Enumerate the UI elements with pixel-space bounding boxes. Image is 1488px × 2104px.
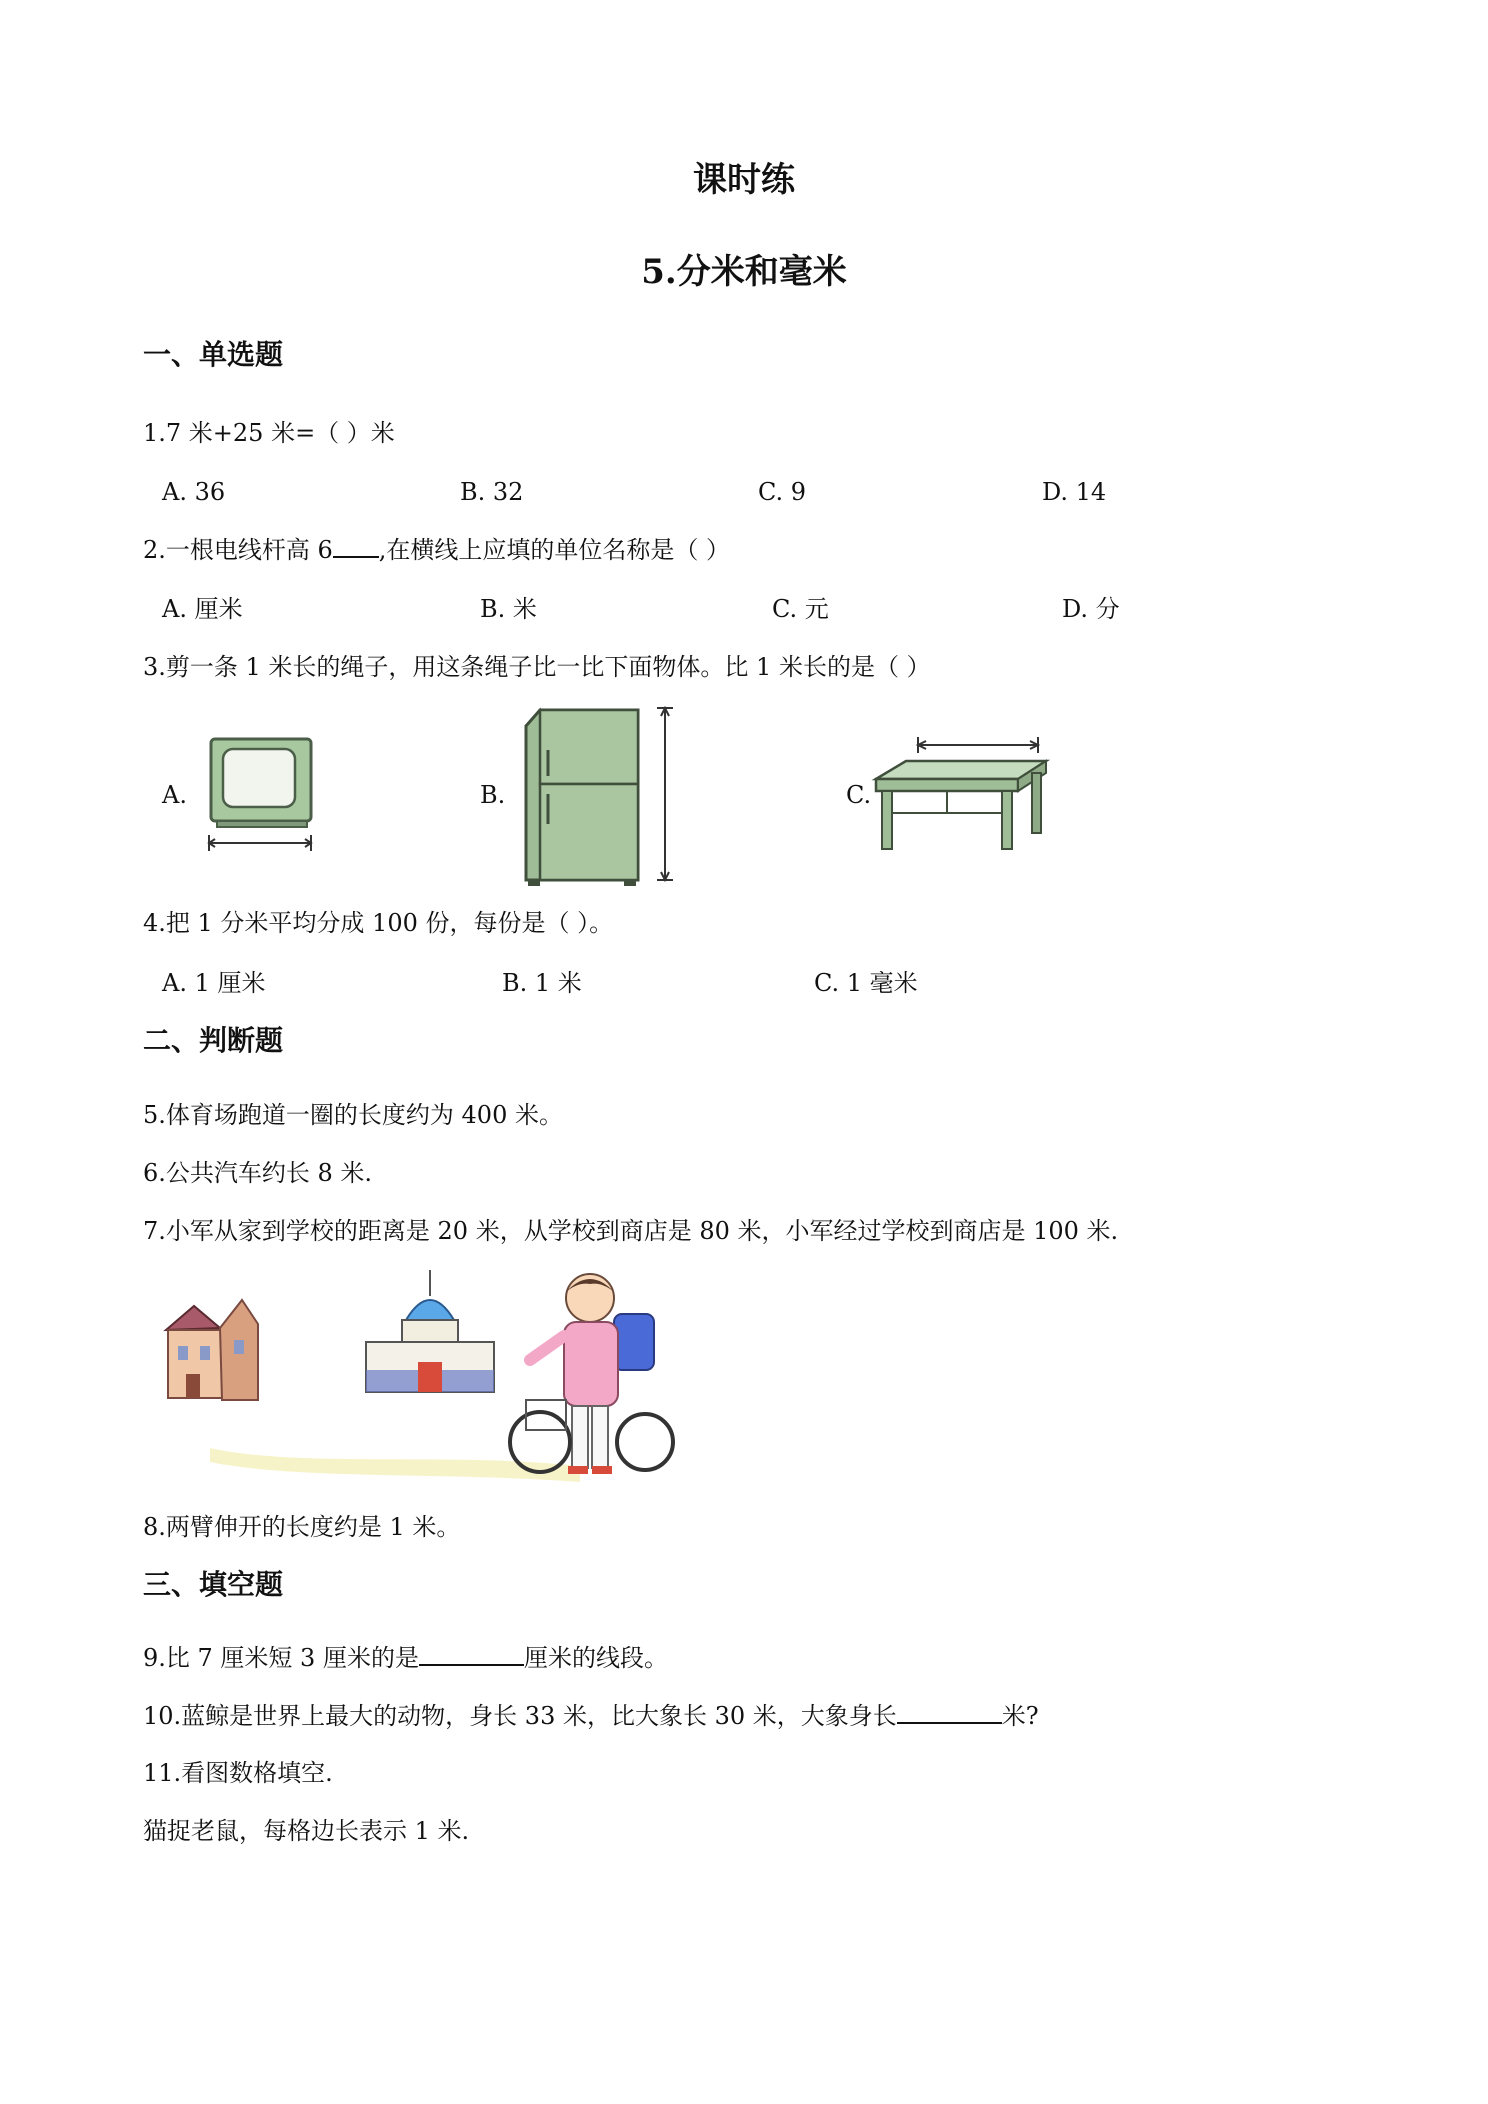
q10-blank[interactable] (897, 1700, 1002, 1724)
question-6: 6.公共汽车约长 8 米. (143, 1159, 373, 1187)
q9-text-post: 厘米的线段。 (523, 1644, 668, 1672)
question-9 (143, 1642, 668, 1673)
q3-option-b[interactable]: B. (480, 781, 506, 809)
q3-option-c[interactable]: C. (846, 781, 872, 809)
q2-text-pre: 2.一根电线杆高 6 (143, 536, 333, 564)
q7-illustration (150, 1270, 720, 1490)
question-10 (143, 1700, 1039, 1731)
question-2 (143, 534, 730, 565)
house-icon (166, 1300, 258, 1400)
q2-option-a[interactable]: A. 厘米 (162, 595, 243, 623)
q4-option-c[interactable]: C. 1 毫米 (814, 969, 918, 997)
question-3: 3.剪一条 1 米长的绳子，用这条绳子比一比下面物体。比 1 米长的是（ ） (143, 653, 931, 681)
q1-option-b[interactable]: B. 32 (460, 478, 524, 506)
q1-option-c[interactable]: C. 9 (758, 478, 807, 506)
question-8: 8.两臂伸开的长度约是 1 米。 (143, 1513, 461, 1541)
q10-text-pre: 10.蓝鲸是世界上最大的动物，身长 33 米，比大象长 30 米，大象身长 (143, 1702, 897, 1730)
q9-blank[interactable] (419, 1642, 524, 1666)
q1-option-d[interactable]: D. 14 (1042, 478, 1107, 506)
q3-option-a[interactable]: A. (162, 781, 187, 809)
tv-icon (205, 735, 320, 855)
section-heading-single-choice: 一、单选题 (143, 338, 284, 371)
q4-option-b[interactable]: B. 1 米 (502, 969, 582, 997)
q4-option-a[interactable]: A. 1 厘米 (162, 969, 266, 997)
q2-text-post: ,在横线上应填的单位名称是（ ） (378, 536, 731, 564)
school-icon (366, 1270, 494, 1392)
question-11-subtext: 猫捉老鼠，每格边长表示 1 米. (143, 1817, 470, 1845)
question-5: 5.体育场跑道一圈的长度约为 400 米。 (143, 1101, 563, 1129)
question-11: 11.看图数格填空. (143, 1759, 333, 1787)
table-icon (870, 735, 1050, 857)
q1-option-a[interactable]: A. 36 (162, 478, 226, 506)
question-7: 7.小军从家到学校的距离是 20 米，从学校到商店是 80 米，小军经过学校到商店是 100 米. (143, 1217, 1119, 1245)
fridge-icon (518, 702, 678, 890)
q2-blank[interactable] (333, 534, 379, 558)
q2-option-d[interactable]: D. 分 (1062, 595, 1120, 623)
page-subtitle: 5.分米和毫米 (641, 252, 847, 292)
boy-with-bicycle-icon (510, 1274, 673, 1474)
q9-text-pre: 9.比 7 厘米短 3 厘米的是 (143, 1644, 419, 1672)
section-heading-fill-blank: 三、填空题 (143, 1568, 284, 1601)
q10-text-post: 米? (1001, 1702, 1039, 1730)
question-4: 4.把 1 分米平均分成 100 份，每份是（ ）。 (143, 909, 614, 937)
q2-option-b[interactable]: B. 米 (480, 595, 537, 623)
section-heading-true-false: 二、判断题 (143, 1024, 284, 1057)
page-title: 课时练 (693, 160, 795, 200)
question-1: 1.7 米+25 米=（ ）米 (143, 419, 395, 447)
q2-option-c[interactable]: C. 元 (772, 595, 829, 623)
